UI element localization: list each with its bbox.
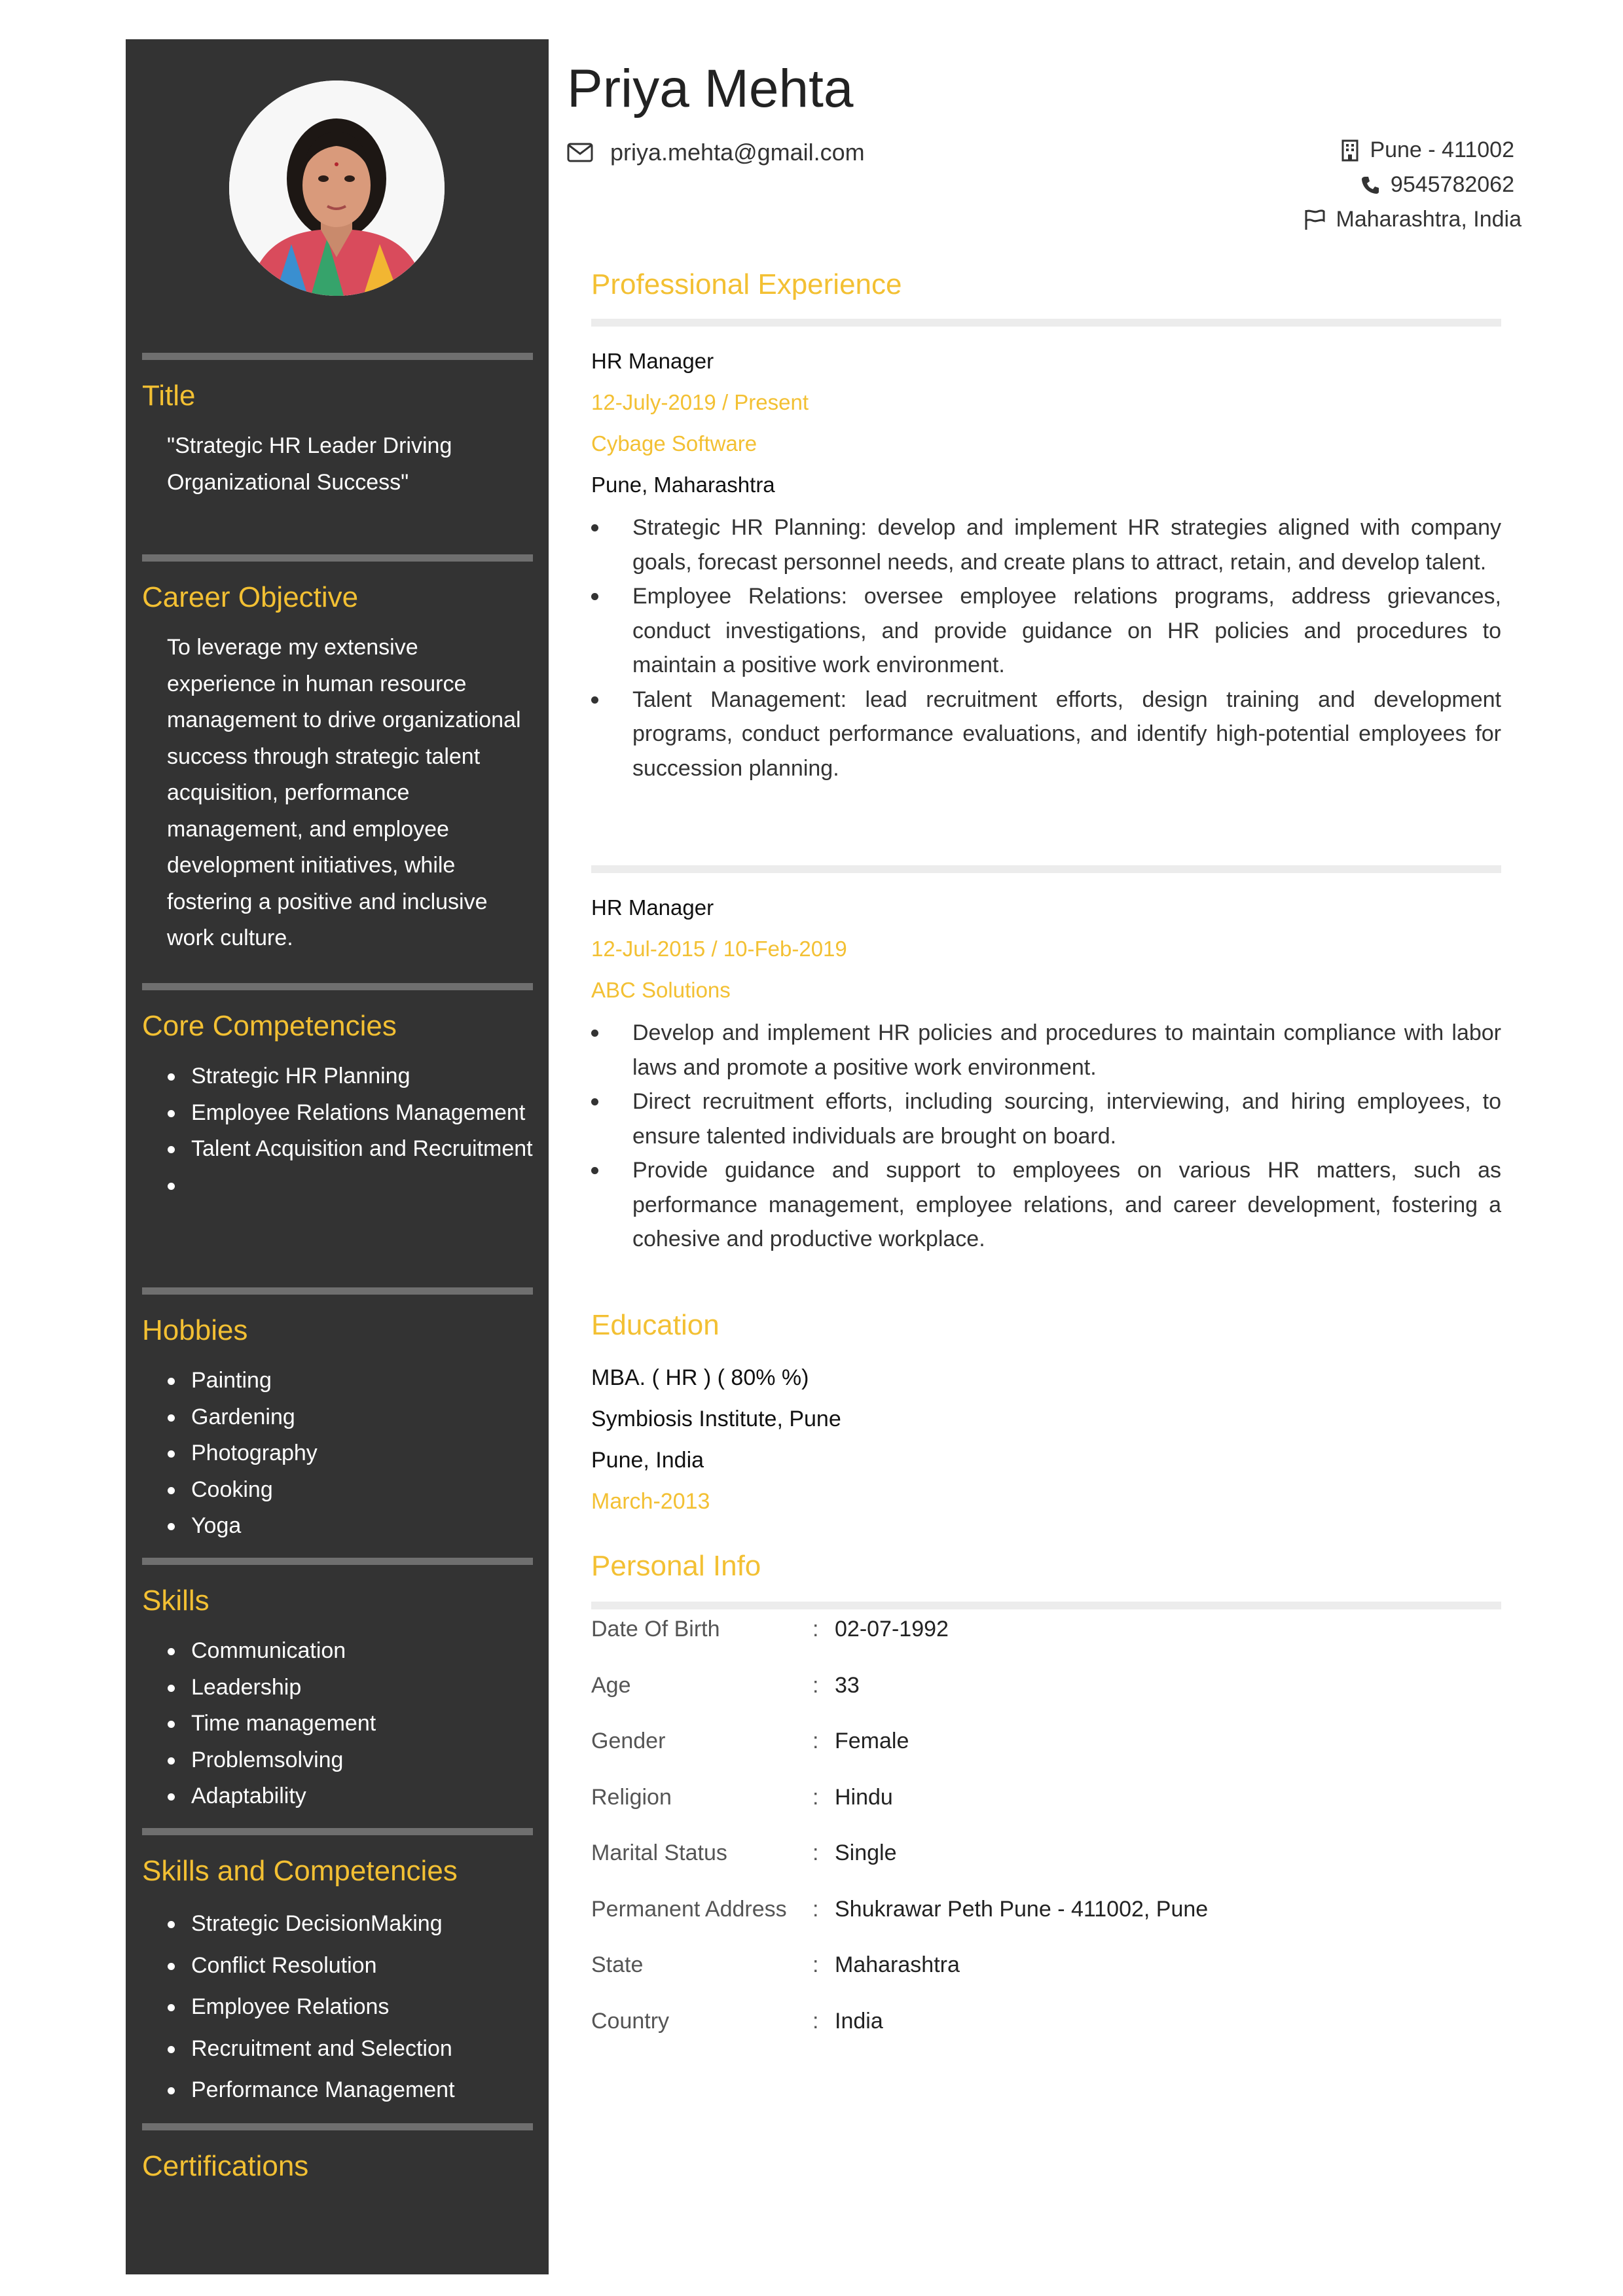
- list-item: Develop and implement HR policies and procedures to maintain compliance with labor laws and promote a positive work environment.: [591, 1016, 1501, 1085]
- list-item: Conflict Resolution: [142, 1945, 533, 1987]
- skills-list: [142, 1633, 533, 1815]
- divider: [591, 1602, 1501, 1609]
- degree: MBA. ( HR ) ( 80% %): [591, 1365, 809, 1390]
- profile-photo-image: [229, 81, 445, 296]
- job-bullets: [591, 1016, 1501, 1257]
- divider: [591, 319, 1501, 327]
- list-item: Painting: [142, 1363, 533, 1399]
- personal-info-heading: Personal Info: [591, 1550, 761, 1582]
- education-location: Pune, India: [591, 1448, 704, 1473]
- job-entry: [591, 340, 1501, 785]
- job-company: ABC Solutions: [591, 978, 731, 1002]
- location-contact: [1341, 137, 1514, 163]
- region-contact: [1304, 207, 1522, 232]
- list-item: Yoga: [142, 1508, 533, 1545]
- list-item: Employee Relations Management: [142, 1095, 533, 1132]
- education-entry: [591, 1357, 841, 1522]
- list-item: Provide guidance and support to employees on various HR matters, such as performance management, employee relations, and career development, fostering a cohesive and productive workplace.: [591, 1153, 1501, 1257]
- profile-photo: [229, 81, 445, 296]
- divider: [142, 353, 533, 360]
- email-text: priya.mehta@gmail.com: [610, 139, 865, 166]
- list-item: Recruitment and Selection: [142, 2028, 533, 2070]
- title-text: "Strategic HR Leader Driving Organizational Success": [167, 433, 452, 495]
- divider: [142, 1828, 533, 1835]
- flag-icon: [1304, 209, 1326, 231]
- list-item: Photography: [142, 1435, 533, 1472]
- location-text: Pune - 411002: [1370, 137, 1514, 162]
- divider: [142, 983, 533, 990]
- divider: [142, 1558, 533, 1565]
- skills-competencies-heading: Skills and Competencies: [142, 1855, 458, 1887]
- list-item: Problemsolving: [142, 1742, 533, 1779]
- job-company: Cybage Software: [591, 431, 757, 456]
- job-title: HR Manager: [591, 895, 714, 920]
- building-icon: [1341, 139, 1359, 162]
- list-item: Employee Relations: oversee employee relations programs, address grievances, conduct investigations, and provide guidance on HR policies and procedures to maintain a positive work environment.: [591, 579, 1501, 683]
- list-item: Employee Relations: [142, 1986, 533, 2028]
- certifications-heading: Certifications: [142, 2150, 309, 2182]
- hobbies-list: [142, 1363, 533, 1545]
- list-item: Gardening: [142, 1399, 533, 1436]
- skills-section: [142, 1558, 533, 1815]
- certifications-section: [142, 2123, 533, 2184]
- hobbies-section: [142, 1287, 533, 1545]
- career-objective-section: [142, 554, 533, 957]
- job-title: HR Manager: [591, 349, 714, 373]
- list-item: Strategic DecisionMaking: [142, 1903, 533, 1945]
- title-heading: Title: [142, 380, 196, 412]
- job-location: Pune, Maharashtra: [591, 473, 775, 497]
- core-competencies-heading: Core Competencies: [142, 1010, 397, 1042]
- sidebar: [126, 39, 549, 2274]
- list-item: [142, 1168, 533, 1204]
- list-item: Time management: [142, 1706, 533, 1742]
- phone-contact: [1360, 172, 1514, 198]
- list-item: Leadership: [142, 1670, 533, 1706]
- skills-heading: Skills: [142, 1585, 210, 1617]
- title-section: [142, 353, 533, 501]
- phone-text: 9545782062: [1390, 172, 1514, 197]
- region-text: Maharashtra, India: [1336, 207, 1522, 232]
- divider: [142, 1287, 533, 1295]
- job-dates: 12-July-2019 / Present: [591, 390, 809, 414]
- job-bullets: [591, 511, 1501, 785]
- list-item: Performance Management: [142, 2070, 533, 2111]
- list-item: Talent Acquisition and Recruitment: [142, 1131, 533, 1168]
- email-contact: [567, 139, 865, 166]
- job-dates: 12-Jul-2015 / 10-Feb-2019: [591, 937, 847, 961]
- list-item: Cooking: [142, 1472, 533, 1509]
- envelope-icon: [567, 142, 593, 163]
- hobbies-heading: Hobbies: [142, 1314, 248, 1346]
- education-heading: Education: [591, 1309, 720, 1341]
- divider: [591, 865, 1501, 873]
- phone-icon: [1360, 175, 1380, 195]
- core-competencies-section: [142, 983, 533, 1204]
- list-item: Strategic HR Planning: develop and implement HR strategies aligned with company goals, forecast personnel needs, and create plans to attract, retain, and develop talent.: [591, 511, 1501, 579]
- list-item: Strategic HR Planning: [142, 1058, 533, 1095]
- job-entry: [591, 887, 1501, 1257]
- list-item: Talent Management: lead recruitment efforts, design training and development programs, conduct performance evaluations, and identify high-potential employees for succession planning.: [591, 683, 1501, 786]
- core-competencies-list: [142, 1058, 533, 1204]
- divider: [142, 2123, 533, 2130]
- career-objective-text: To leverage my extensive experience in human resource management to drive organizational success through strategic talent acquisition, performance management, and employee development initiatives, while fostering a positive and inclusive work culture.: [167, 635, 521, 950]
- list-item: Direct recruitment efforts, including sourcing, interviewing, and hiring employees, to ensure talented individuals are brought on board.: [591, 1085, 1501, 1153]
- career-objective-heading: Career Objective: [142, 581, 359, 613]
- skills-competencies-list: [142, 1903, 533, 2111]
- experience-heading: Professional Experience: [591, 268, 902, 300]
- list-item: Adaptability: [142, 1778, 533, 1815]
- skills-competencies-section: [142, 1828, 533, 2111]
- list-item: Communication: [142, 1633, 533, 1670]
- education-date: March-2013: [591, 1489, 710, 1514]
- institute: Symbiosis Institute, Pune: [591, 1407, 841, 1431]
- candidate-name: Priya Mehta: [567, 59, 854, 118]
- divider: [142, 554, 533, 562]
